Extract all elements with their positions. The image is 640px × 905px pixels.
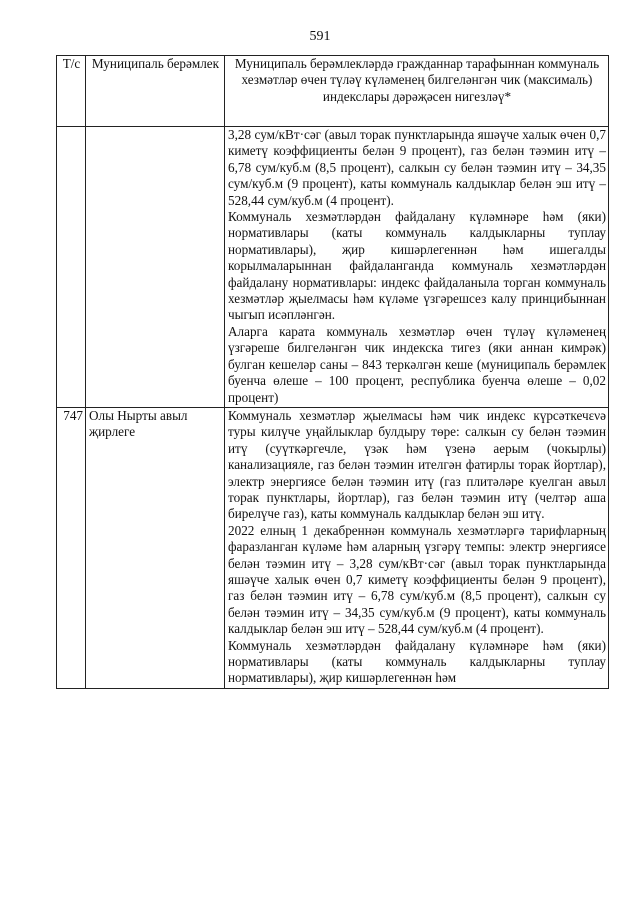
paragraph: Коммуналь хезмәтләрдән файдалану күләмнәре һәм (яки) нормативлары (каты коммуналь калдыкларны туплау нормативлары), җир кишәрлегеннән һәм ишегалды корылмаларыннан файдаланганда коммуналь хезмәтләрдән файдалану нормативлары: индекс файдаланыла торган коммуналь хезмәтләр җыелмасы һәм күләме үзгәрешсез калу принцибыннан чыгып исәпләнгән. xyxy=(228,209,606,323)
row-number: 747 xyxy=(57,407,86,688)
row-justification xyxy=(225,127,609,408)
tariff-table xyxy=(56,55,609,689)
paragraph: 3,28 сум/кВт·сәг (авыл торак пунктларында яшәүче халык өчен 0,7 киметү коэффициенты белән 9 процент), газ белән тәэмин итү – 6,78 сум/куб.м (8,5 процент), салкын су белән тәэмин итү – 34,35 сум/куб.м (9 процент), каты коммуналь калдыклар белән эш итү – 528,44 сум/куб.м (4 процент). xyxy=(228,127,606,208)
table-header-row xyxy=(57,56,609,127)
paragraph: Аларга карата коммуналь хезмәтләр өчен түләү күләменең үзгәреше билгеләнгән чик индекска тигез (яки аннан кимрәк) булган кешеләр саны – 843 теркәлгән кеше (муниципаль берәмлек буенча өлеше – 100 процент, республика буенча өлеше – 0,02 процент) xyxy=(228,323,606,405)
table-row xyxy=(57,127,609,408)
table-row xyxy=(57,407,609,688)
page-number: 591 xyxy=(309,29,331,44)
row-municipality xyxy=(86,127,225,408)
paragraph: Коммуналь хезмәтләрдән файдалану күләмнәре һәм (яки) нормативлары (каты коммуналь калдыкларны туплау нормативлары), җир кишәрлегеннән һәм xyxy=(228,637,606,686)
paragraph: 2022 елның 1 декабреннән коммуналь хезмәтләргә тарифларның фаразланган күләме һәм аларның үзгәрү темпы: электр энергиясе белән тәэмин итү – 3,28 сум/кВт·сәг (авыл торак пунктларында яшәүче халык өчен 0,7 киметү коэффициенты белән 9 процент), газ белән тәэмин итү – 6,78 сум/куб.м (8,5 процент), салкын су белән тәэмин итү – 34,35 сум/куб.м (9 процент), каты коммуналь калдыклар белән эш итү – 528,44 сум/куб.м (4 процент). xyxy=(228,522,606,637)
row-number xyxy=(57,127,86,408)
header-municipality: Муниципаль берәмлек xyxy=(86,56,225,127)
header-number: Т/с xyxy=(57,56,86,127)
row-municipality: Олы Нырты авыл җирлеге xyxy=(86,407,225,688)
row-justification xyxy=(225,407,609,688)
paragraph: Коммуналь хезмәтләр җыелмасы һәм чик индекс күрсәткечενә туры килүче уңайлыклар булдыру төре: салкын су белән тәэмин итү (суүткәргечле, үзәк һәм үзенә аерым (чокырлы) канализацияле, газ белән тәэмин ителгән фатирлы торак йортлар), электр энергиясе белән тәэмин итү (газ плитәләре куелган авыл торак пунктлары, йортлар), газ белән тәэмин итү (челтәр аша бирелүче газ), каты коммуналь калдыклар белән эш итү. xyxy=(228,407,606,522)
header-justification: Муниципаль берәмлекләрдә гражданнар тарафыннан коммуналь хезмәтләр өчен түләү күләменең билгеләнгән чик (максималь) индекслары дәрәҗәсен нигезләү* xyxy=(225,56,609,127)
